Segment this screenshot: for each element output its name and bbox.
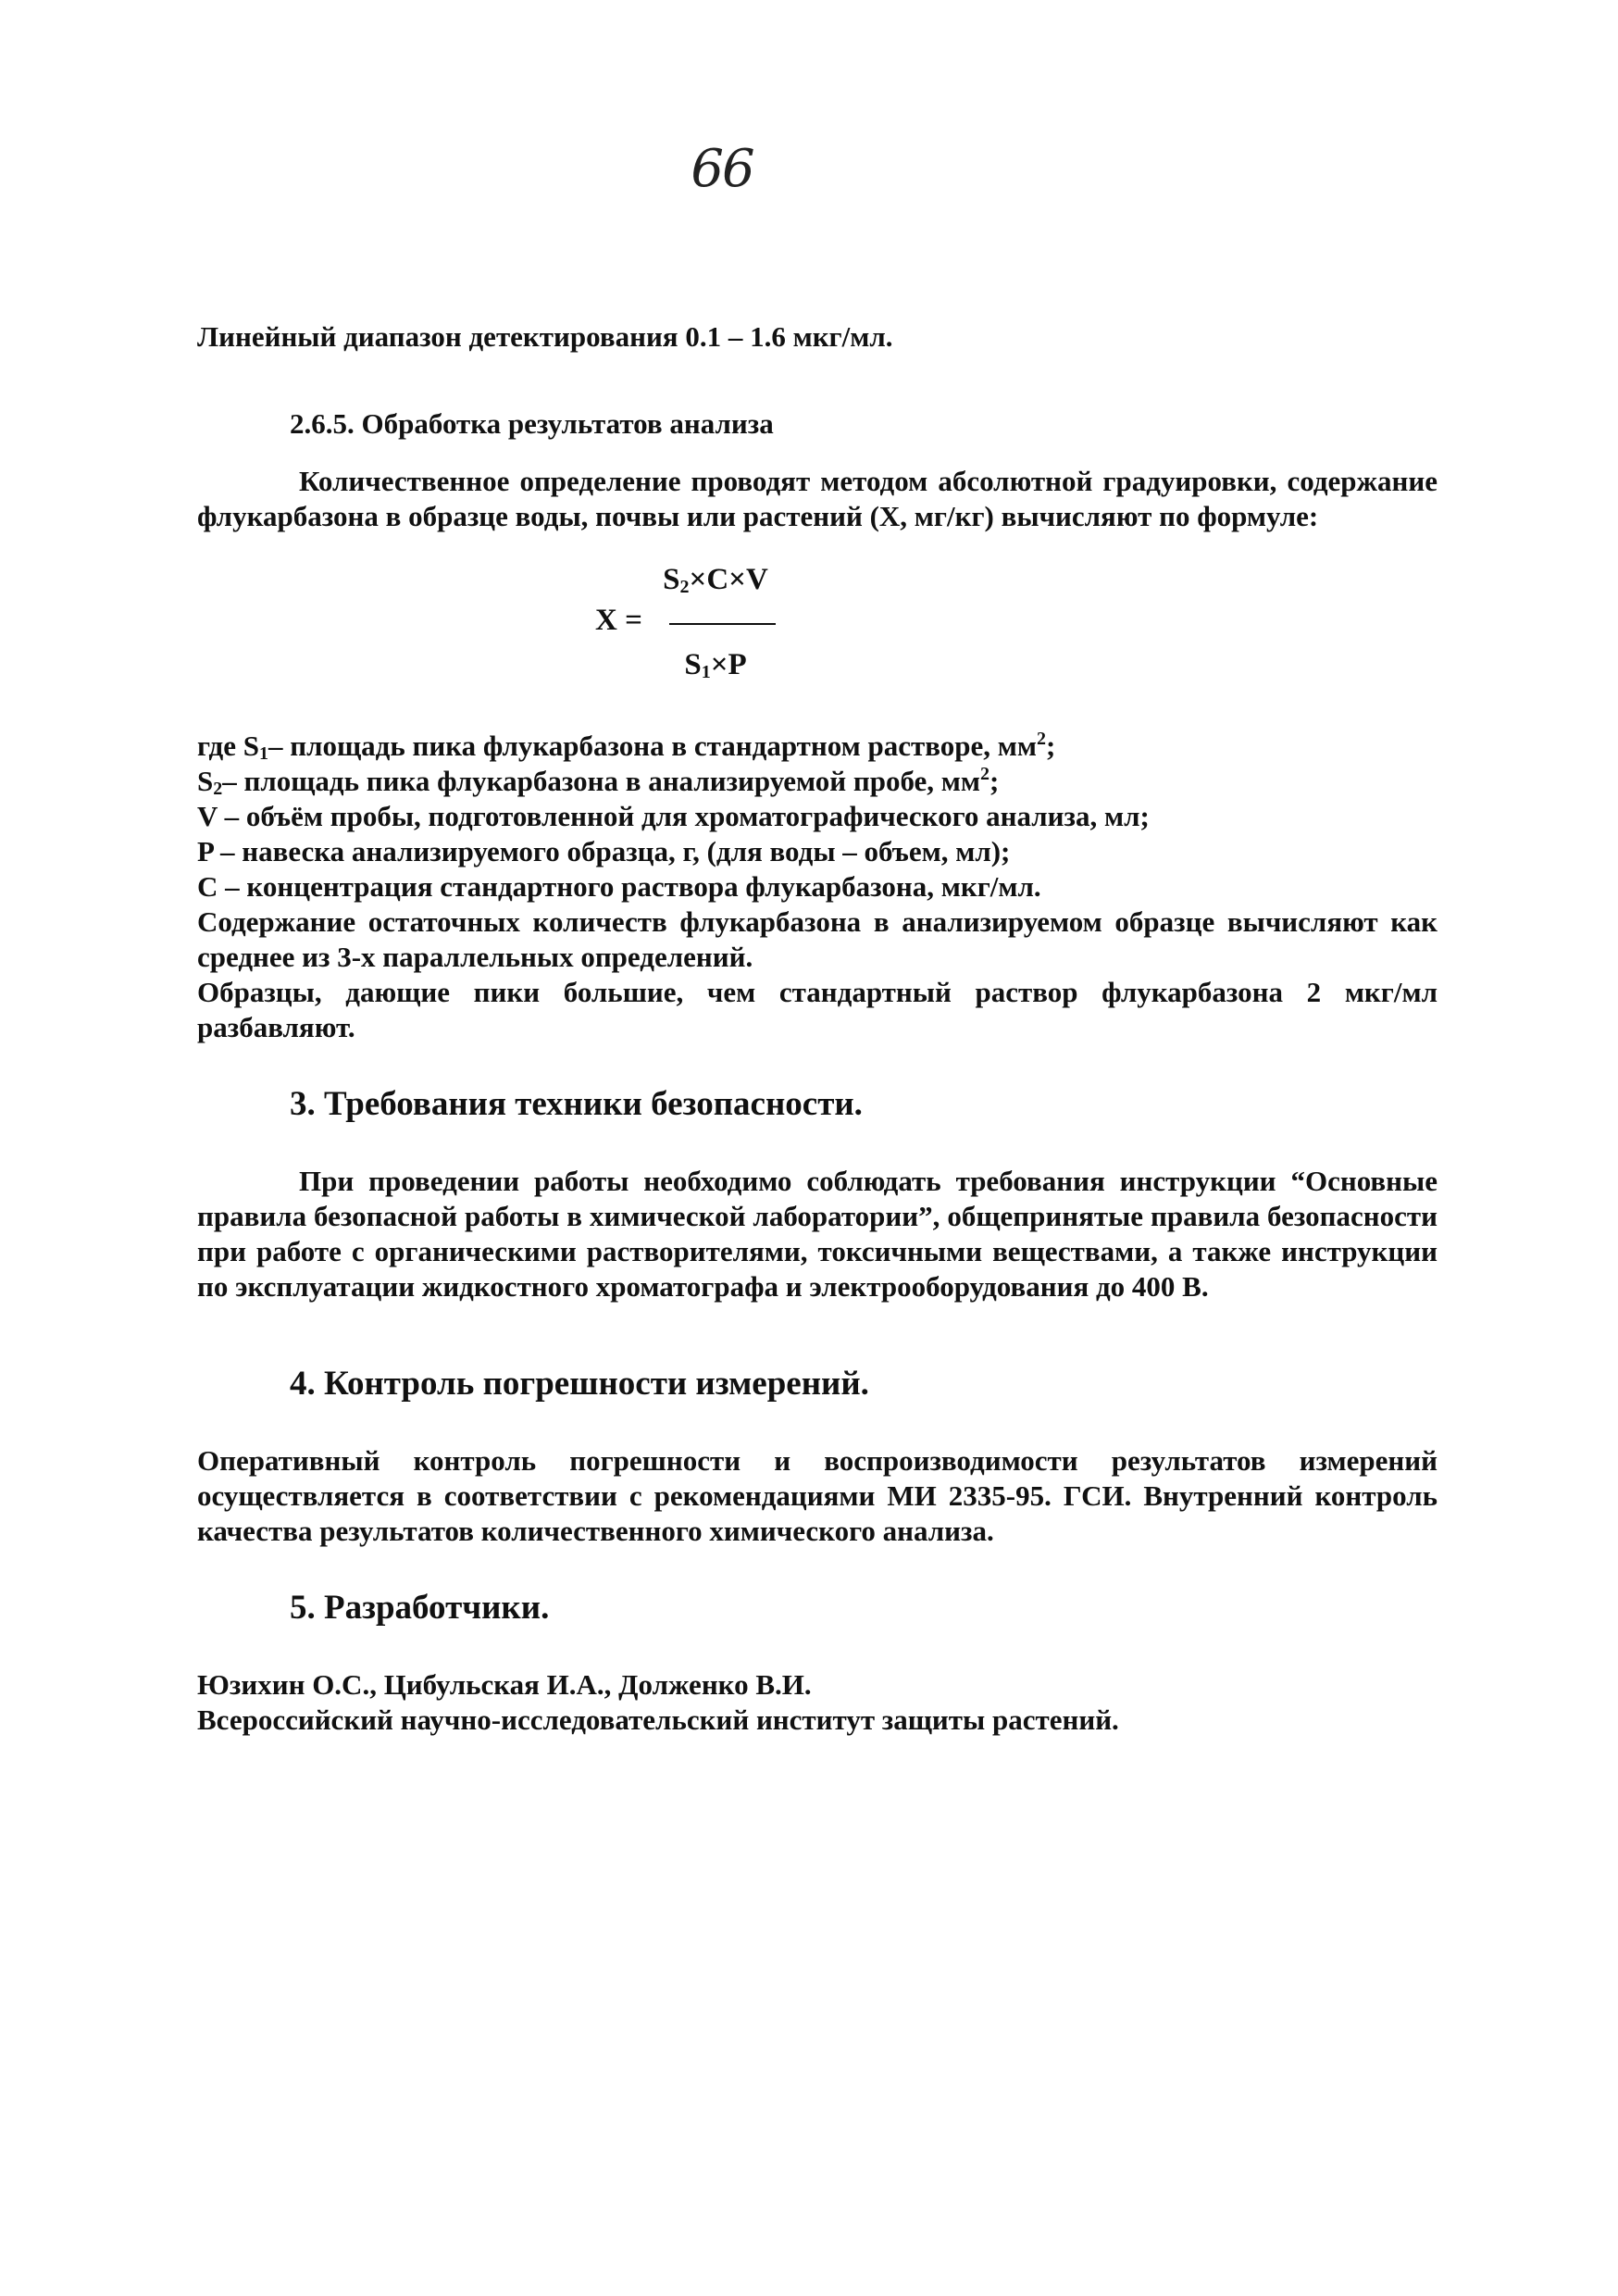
numerator-subscript: 2 [679,577,690,597]
denominator-symbol: S [684,648,702,681]
fraction-bar [669,623,776,625]
section-3-text: При проведении работы необходимо соблюдать требования инструкции “Основные правила безопасной работы в химической лаборатории”, общепринятые правила безопасности при работе с органическими растворителями, токсичными веществами, а также инструкции по эксплуатации жидкостного хроматографа и электрооборудования до 400 В. [197,1165,1438,1303]
dilution-text: Образцы, дающие пики большие, чем стандартный раствор флукарбазона 2 мкг/мл разбавляют. [197,976,1438,1043]
document-body [197,319,1438,1738]
formula-denominator [651,647,780,682]
formula-lhs: X = [595,604,642,637]
def-s1-end: ; [1046,730,1056,762]
section-2-6-5-intro: Количественное определение проводят методом абсолютной градуировки, содержание флукарбазона в образце воды, почвы или растений (Х, мг/кг) вычисляют по формуле: [197,465,1438,532]
definition-p: P – навеска анализируемого образца, г, (для воды – объем, мл); [197,835,1011,867]
def-s1-text: – площадь пика флукарбазона в стандартном растворе, мм [268,730,1038,762]
def-s2-sup: 2 [980,764,990,784]
section-2-6-5-heading: 2.6.5. Обработка результатов анализа [290,407,774,440]
formula-numerator [651,562,780,597]
linear-range-text: Линейный диапазон детектирования 0.1 – 1.6 мкг/мл. [197,320,893,353]
section-4-heading: 4. Контроль погрешности измерений. [290,1365,869,1403]
definition-v: V – объём пробы, подготовленной для хроматографического анализа, мл; [197,800,1150,832]
def-s2-sub: 2 [213,779,223,799]
handwritten-page-number: 66 [691,139,753,199]
def-s1-sup: 2 [1037,729,1047,749]
denominator-subscript: 1 [701,662,711,682]
definition-c: C – концентрация стандартного раствора флукарбазона, мкг/мл. [197,870,1041,903]
definition-s1 [197,729,1438,764]
numerator-rest: ×C×V [689,563,768,596]
def-s1-prefix: где S [197,730,259,762]
definition-s2 [197,764,1438,799]
def-s2-prefix: S [197,765,214,797]
def-s2-end: ; [989,765,1000,797]
def-s2-text: – площадь пика флукарбазона в анализируемой пробе, мм [222,765,981,797]
section-5-heading: 5. Разработчики. [290,1589,550,1627]
denominator-rest: ×P [710,648,747,681]
numerator-symbol: S [663,563,680,596]
def-s1-sub: 1 [258,743,268,764]
institute-text: Всероссийский научно-исследовательский институт защиты растений. [197,1703,1119,1736]
formula [197,562,1438,701]
authors-text: Юзихин О.С., Цибульская И.А., Долженко В.И. [197,1668,812,1701]
section-3-heading: 3. Требования техники безопасности. [290,1085,863,1123]
average-text: Содержание остаточных количеств флукарбазона в анализируемом образце вычисляют как среднее из 3-х параллельных определений. [197,905,1438,973]
section-4-text: Оперативный контроль погрешности и воспроизводимости результатов измерений осуществляется в соответствии с рекомендациями МИ 2335-95. ГСИ. Внутренний контроль качества результатов количественного химического анализа. [197,1444,1438,1547]
